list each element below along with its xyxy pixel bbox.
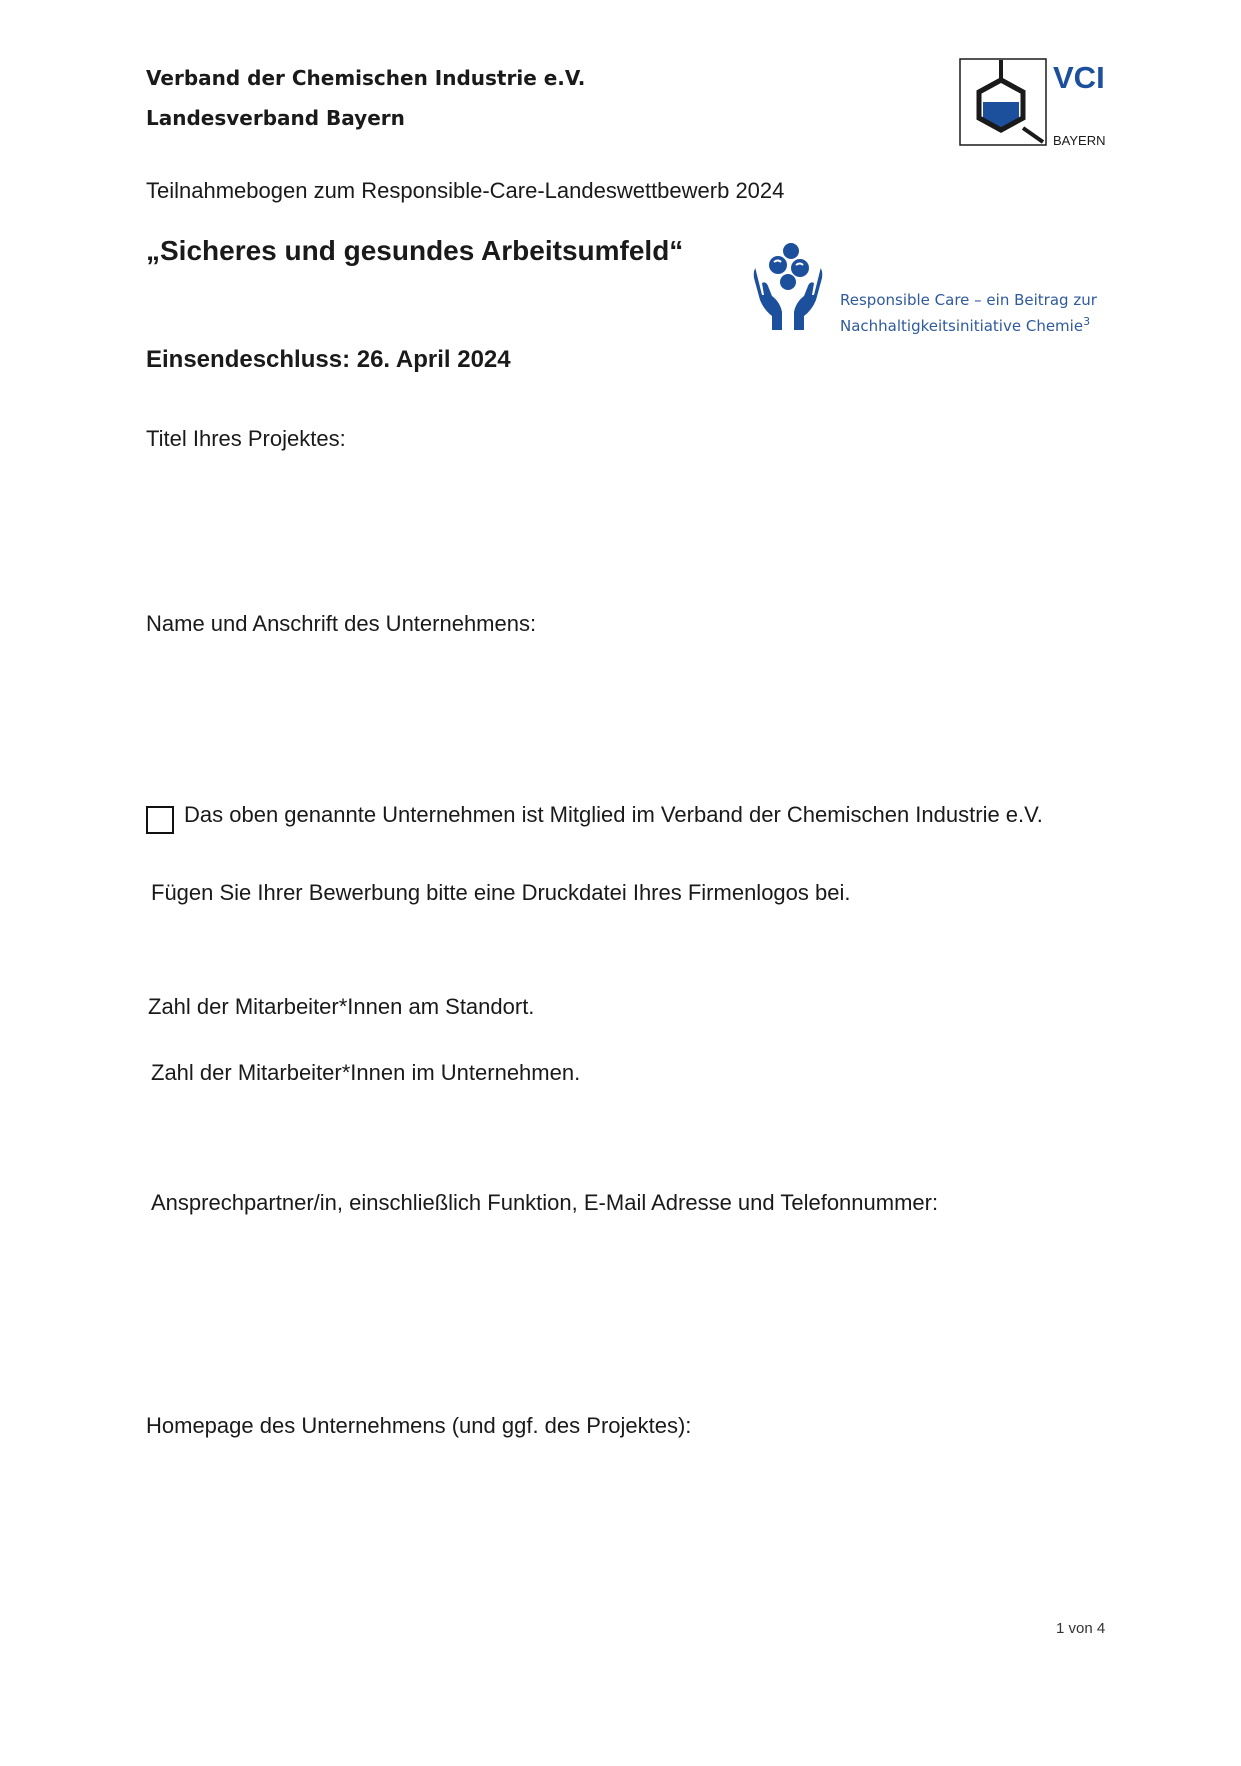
vci-logo bbox=[959, 58, 1111, 148]
responsible-care-logo bbox=[752, 240, 824, 332]
org-region: Landesverband Bayern bbox=[146, 106, 405, 130]
responsible-care-line1: Responsible Care – ein Beitrag zur bbox=[840, 291, 1097, 309]
org-name: Verband der Chemischen Industrie e.V. bbox=[146, 66, 586, 90]
contact-person-label: Ansprechpartner/in, einschließlich Funktion, E-Mail Adresse und Telefonnummer: bbox=[151, 1190, 939, 1215]
responsible-care-caption bbox=[840, 289, 1097, 337]
responsible-care-superscript: 3 bbox=[1083, 315, 1091, 328]
vci-hexagon-icon bbox=[959, 58, 1111, 148]
homepage-label: Homepage des Unternehmens (und ggf. des Projektes): bbox=[146, 1413, 692, 1438]
responsible-care-line2: Nachhaltigkeitsinitiative Chemie$^3$ bbox=[840, 315, 1091, 335]
page-title: „Sicheres und gesundes Arbeitsumfeld“ bbox=[146, 235, 684, 266]
intro-text: Teilnahmebogen zum Responsible-Care-Landeswettbewerb 2024 bbox=[146, 178, 785, 203]
company-name-address-label: Name und Anschrift des Unternehmens: bbox=[146, 611, 537, 636]
vci-region-text: BAYERN bbox=[1053, 133, 1106, 148]
membership-checkbox[interactable] bbox=[146, 806, 174, 834]
employees-site-label: Zahl der Mitarbeiter*Innen am Standort. bbox=[148, 994, 535, 1019]
employees-company-label: Zahl der Mitarbeiter*Innen im Unternehmen. bbox=[151, 1060, 581, 1085]
membership-label: Das oben genannte Unternehmen ist Mitglied im Verband der Chemischen Industrie e.V. bbox=[184, 802, 1043, 827]
logo-request-text: Fügen Sie Ihrer Bewerbung bitte eine Druckdatei Ihres Firmenlogos bei. bbox=[151, 880, 851, 905]
page-number: 1 von 4 bbox=[1056, 1620, 1106, 1637]
vci-text: VCI bbox=[1053, 60, 1105, 95]
responsible-care-hands-icon bbox=[752, 240, 824, 332]
deadline-text: Einsendeschluss: 26. April 2024 bbox=[146, 346, 511, 373]
project-title-label: Titel Ihres Projektes: bbox=[146, 426, 346, 451]
